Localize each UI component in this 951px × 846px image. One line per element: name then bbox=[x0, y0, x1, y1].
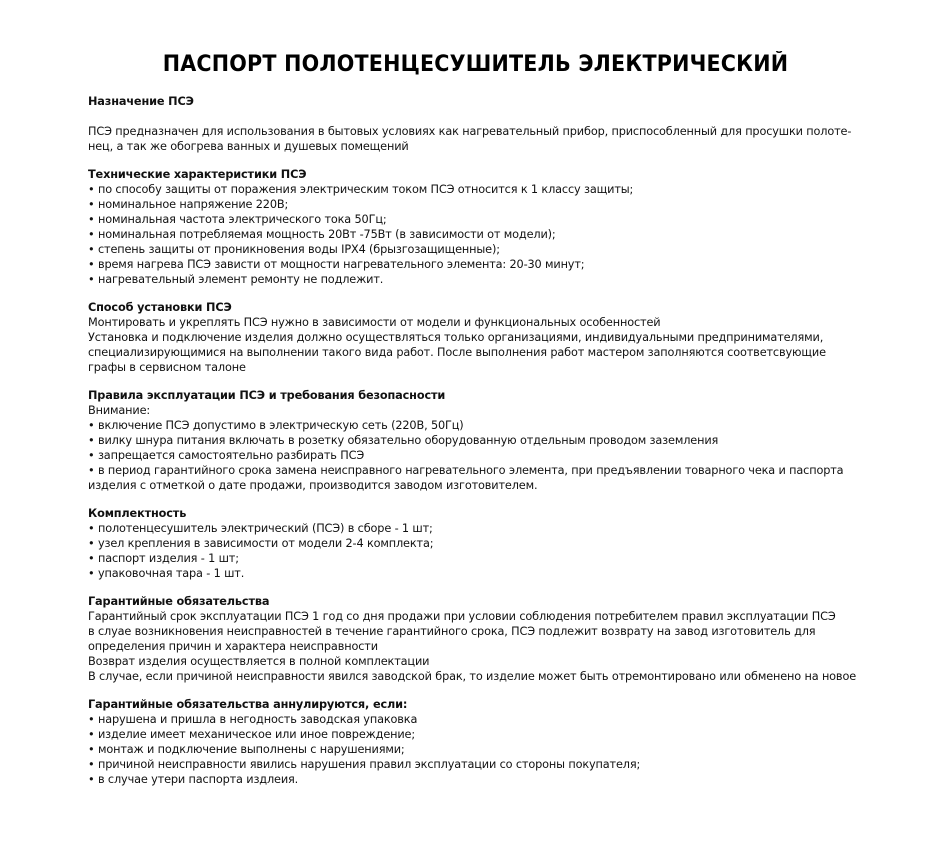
section-warranty-void bbox=[88, 697, 858, 787]
list-item: • время нагрева ПСЭ зависти от мощности нагревательного элемента: 20-30 минут; bbox=[88, 258, 585, 271]
paragraph-line: • запрещается самостоятельно разбирать ПСЭ bbox=[88, 449, 365, 462]
section-heading-warranty: Гарантийные обязательства bbox=[88, 595, 270, 608]
list-item: • монтаж и подключение выполнены с нарушениями; bbox=[88, 743, 405, 756]
paragraph-line: ПСЭ предназначен для использования в бытовых условиях как нагревательный прибор, приспособленный для просушки полоте- bbox=[88, 125, 852, 138]
spacer bbox=[88, 109, 858, 124]
list-item: • номинальное напряжение 220В; bbox=[88, 198, 289, 211]
list-item: • упаковочная тара - 1 шт. bbox=[88, 567, 245, 580]
section-heading-kit: Комплектность bbox=[88, 507, 187, 520]
list-item: • номинальная частота электрического тока 50Гц; bbox=[88, 213, 387, 226]
document-title: ПАСПОРТ ПОЛОТЕНЦЕСУШИТЕЛЬ ЭЛЕКТРИЧЕСКИЙ bbox=[162, 52, 789, 77]
specs-list bbox=[88, 182, 858, 287]
list-item: • степень защиты от проникновения воды IPX4 (брызгозащищенные); bbox=[88, 243, 500, 256]
paragraph-line: в слуае возникновения неисправностей в течение гарантийного срока, ПСЭ подлежит возврату на завод изготовитель для bbox=[88, 625, 816, 638]
section-heading-installation: Способ установки ПСЭ bbox=[88, 301, 232, 314]
kit-list bbox=[88, 521, 858, 581]
section-heading-safety: Правила эксплуатации ПСЭ и требования безопасности bbox=[88, 389, 446, 402]
document-body bbox=[88, 94, 858, 800]
section-heading-warranty-void: Гарантийные обязательства аннулируются, если: bbox=[88, 698, 408, 711]
paragraph-line: Монтировать и укреплять ПСЭ нужно в зависимости от модели и функциональных особенностей bbox=[88, 316, 661, 329]
paragraph-line: Возврат изделия осуществляется в полной комплектации bbox=[88, 655, 430, 668]
list-item: • нарушена и пришла в негодность заводская упаковка bbox=[88, 713, 418, 726]
warranty-void-list bbox=[88, 712, 858, 787]
paragraph-line: • включение ПСЭ допустимо в электрическую сеть (220В, 50Гц) bbox=[88, 419, 464, 432]
paragraph-line: нец, а так же обогрева ванных и душевых помещений bbox=[88, 140, 409, 153]
section-kit bbox=[88, 506, 858, 581]
list-item: • причиной неисправности явились нарушения правил эксплуатации со стороны покупателя; bbox=[88, 758, 641, 771]
section-heading-purpose: Назначение ПСЭ bbox=[88, 95, 194, 108]
paragraph-line: специализирующимися на выполнении такого вида работ. После выполнения работ мастером заполняются соответсвующие bbox=[88, 346, 826, 359]
paragraph-line: Установка и подключение изделия должно осуществляться только организациями, индивидуальными предпринимателями, bbox=[88, 331, 824, 344]
paragraph-line: Гарантийный срок эксплуатации ПСЭ 1 год со дня продажи при условии соблюдения потребителем правил эксплуатации ПСЭ bbox=[88, 610, 836, 623]
paragraph-line: графы в сервисном талоне bbox=[88, 361, 246, 374]
paragraph-line: В случае, если причиной неисправности явился заводской брак, то изделие может быть отремонтировано или обменено на новое bbox=[88, 670, 857, 683]
list-item: • изделие имеет механическое или иное повреждение; bbox=[88, 728, 415, 741]
paragraph-line: Внимание: bbox=[88, 404, 151, 417]
section-warranty bbox=[88, 594, 858, 684]
section-safety bbox=[88, 388, 858, 493]
list-item: • номинальная потребляемая мощность 20Вт -75Вт (в зависимости от модели); bbox=[88, 228, 556, 241]
paragraph-line: • в период гарантийного срока замена неисправного нагревательного элемента, при предъявлении товарного чека и паспорта bbox=[88, 464, 844, 477]
list-item: • в случае утери паспорта издлеия. bbox=[88, 773, 299, 786]
list-item: • по способу защиты от поражения электрическим током ПСЭ относится к 1 классу защиты; bbox=[88, 183, 634, 196]
list-item: • узел крепления в зависимости от модели 2-4 комплекта; bbox=[88, 537, 434, 550]
section-installation bbox=[88, 300, 858, 375]
list-item: • нагревательный элемент ремонту не подлежит. bbox=[88, 273, 384, 286]
section-specs bbox=[88, 167, 858, 287]
paragraph-line: определения причин и характера неисправности bbox=[88, 640, 378, 653]
list-item: • паспорт изделия - 1 шт; bbox=[88, 552, 239, 565]
list-item: • полотенцесушитель электрический (ПСЭ) в сборе - 1 шт; bbox=[88, 522, 433, 535]
section-heading-specs: Технические характеристики ПСЭ bbox=[88, 168, 307, 181]
paragraph-line: • вилку шнура питания включать в розетку обязательно оборудованную отдельным проводом заземления bbox=[88, 434, 719, 447]
section-purpose bbox=[88, 94, 858, 154]
paragraph-line: изделия с отметкой о дате продажи, производится заводом изготовителем. bbox=[88, 479, 538, 492]
